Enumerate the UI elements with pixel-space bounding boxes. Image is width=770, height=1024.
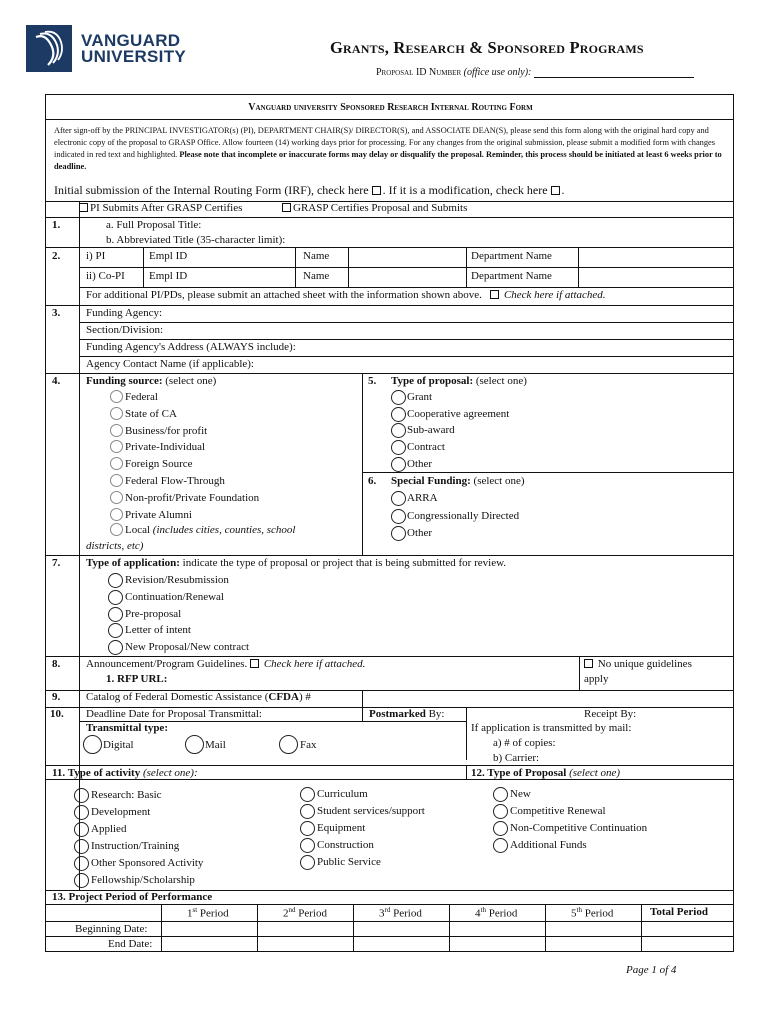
proposal-type-option: Cooperative agreement (407, 407, 510, 420)
funding-source-option: Business/for profit (125, 424, 208, 437)
grasp-certifies-option[interactable]: GRASP Certifies Proposal and Submits (282, 202, 467, 214)
proposal-id-line[interactable] (534, 68, 694, 78)
digital-option: Digital (103, 739, 134, 751)
activity-option: Applied (91, 823, 127, 835)
section-10-number: 10. (50, 708, 64, 720)
proposal-type-heading: Type of proposal: (select one) (391, 375, 527, 387)
funding-agency-label: Funding Agency: (86, 307, 163, 319)
proposal-type-radio[interactable] (391, 423, 406, 438)
section-9-number: 9. (52, 691, 61, 703)
special-funding-radio[interactable] (391, 491, 406, 506)
section-4-number: 4. (52, 375, 61, 387)
activity-radio[interactable] (74, 805, 89, 820)
beginning-date-label: Beginning Date: (75, 923, 148, 935)
funding-source-radio[interactable] (110, 491, 123, 504)
proposal-id-field: Proposal ID Number (office use only): (376, 67, 694, 78)
proposal-kind-radio[interactable] (493, 787, 508, 802)
activity-radio[interactable] (74, 788, 89, 803)
funding-source-radio[interactable] (110, 390, 123, 403)
abbrev-title-label: b. Abbreviated Title (35-character limit): (106, 234, 286, 246)
proposal-type-option: Other (407, 457, 433, 470)
section-3-number: 3. (52, 307, 61, 319)
proposal-type-radio[interactable] (391, 407, 406, 422)
funding-source-radio[interactable] (110, 474, 123, 487)
page-title: Grants, Research & Sponsored Programs (330, 38, 644, 57)
period-header: 2nd Period (283, 906, 327, 920)
full-title-label: a. Full Proposal Title: (106, 219, 202, 231)
application-type-option: New Proposal/New contract (125, 641, 250, 654)
application-type-radio[interactable] (108, 640, 123, 655)
copies-label: a) # of copies: (493, 737, 556, 749)
routing-form (45, 94, 734, 952)
copi-name[interactable]: Name (303, 270, 330, 282)
proposal-kind-radio[interactable] (493, 838, 508, 853)
proposal-kind-option: Non-Competitive Continuation (510, 822, 648, 834)
period-header: 5th Period (571, 906, 614, 920)
section-1-number: 1. (52, 219, 61, 231)
activity-radio[interactable] (300, 787, 315, 802)
activity-option: Equipment (317, 822, 366, 834)
local-note: districts, etc) (86, 540, 144, 552)
activity-option: Student services/support (317, 805, 425, 817)
pi-empl-id[interactable]: Empl ID (149, 250, 188, 262)
proposal-type-radio[interactable] (391, 440, 406, 455)
funding-source-option: Federal Flow-Through (125, 475, 225, 487)
section-2-number: 2. (52, 250, 61, 262)
special-funding-radio[interactable] (391, 509, 406, 524)
activity-radio[interactable] (300, 821, 315, 836)
modification-checkbox[interactable] (551, 186, 560, 195)
activity-option: Construction (317, 839, 374, 851)
total-period-header: Total Period (650, 906, 708, 918)
form-instructions: After sign-off by the PRINCIPAL INVESTIGATOR(s) (PI), DEPARTMENT CHAIR(S)/ DIRECTOR(S), and ASSOCIATE DEAN(S), please send this form along with the original hard copy and electronic copy of the proposal to GRASP Office. Allow fourteen (14) working days prior for processing. For any changes from the original submission, please submit a modified form with changes indicated in red text and highlighted. Please note that incomplete or inaccurate forms may delay or disqualify the proposal. Reminder, this process should be initiated at least 6 weeks prior to deadline. (54, 126, 722, 171)
special-funding-option: Other (407, 527, 433, 539)
mail-option: Mail (205, 739, 226, 751)
initial-submission-line: Initial submission of the Internal Routing Form (IRF), check here . If it is a modification, check here . (54, 183, 565, 197)
activity-option: Public Service (317, 856, 381, 868)
application-type-radio[interactable] (108, 573, 123, 588)
special-funding-option: Congressionally Directed (407, 509, 520, 522)
section-13-heading: 13. Project Period of Performance (52, 891, 213, 903)
page-number: Page 1 of 4 (626, 964, 677, 976)
agency-contact-label: Agency Contact Name (if applicable): (86, 358, 254, 370)
proposal-type-option: Grant (407, 391, 433, 403)
section-7-number: 7. (52, 557, 61, 569)
funding-source-radio[interactable] (110, 424, 123, 437)
rfp-url-label: 1. RFP URL: (106, 673, 168, 685)
end-date-label: End Date: (108, 938, 153, 950)
mail-radio[interactable] (185, 735, 204, 754)
activity-radio[interactable] (74, 856, 89, 871)
funding-source-option: Non-profit/Private Foundation (125, 491, 260, 504)
additional-pi-note: For additional PI/PDs, please submit an attached sheet with the information shown above. Check here if attached. (86, 289, 606, 301)
deadline-label: Deadline Date for Proposal Transmittal: (86, 708, 262, 720)
cfda-label: Catalog of Federal Domestic Assistance (CFDA) # (86, 691, 311, 703)
section-12-heading: 12. Type of Proposal (select one) (471, 767, 621, 779)
funding-source-heading: Funding source: (select one) (86, 375, 217, 387)
local-option: Local (includes cities, counties, school (125, 524, 296, 536)
initial-checkbox[interactable] (372, 186, 381, 195)
pi-submits-option[interactable]: PI Submits After GRASP Certifies (79, 202, 242, 214)
activity-option: Fellowship/Scholarship (91, 874, 195, 886)
funding-source-radio[interactable] (110, 457, 123, 470)
no-guidelines-option[interactable]: No unique guidelines (584, 658, 692, 670)
announcement-line: Announcement/Program Guidelines. Check here if attached. (86, 658, 366, 670)
activity-radio[interactable] (300, 855, 315, 870)
vanguard-logo-icon (26, 25, 72, 72)
fax-option: Fax (300, 739, 317, 751)
activity-radio[interactable] (300, 838, 315, 853)
activity-option: Development (91, 806, 151, 818)
activity-option: Other Sponsored Activity (91, 857, 204, 869)
postmarked-label: Postmarked By: (369, 708, 445, 720)
funding-source-option: Private-Individual (125, 441, 206, 454)
special-funding-option: ARRA (407, 492, 438, 504)
proposal-type-option: Sub-award (407, 424, 455, 437)
application-type-radio[interactable] (108, 623, 123, 638)
application-type-option: Continuation/Renewal (125, 590, 224, 603)
funding-address-label: Funding Agency's Address (ALWAYS include): (86, 341, 296, 353)
copi-label: ii) Co-PI (86, 270, 125, 282)
copi-empl-id[interactable]: Empl ID (149, 270, 188, 282)
section-11-heading: 11. Type of activity (select one): (52, 767, 198, 779)
funding-source-option: State of CA (125, 407, 177, 420)
application-type-option: Revision/Resubmission (125, 574, 229, 586)
funding-source-radio[interactable] (110, 407, 123, 420)
proposal-kind-radio[interactable] (493, 804, 508, 819)
activity-radio[interactable] (74, 873, 89, 888)
section-division-label: Section/Division: (86, 324, 163, 336)
proposal-type-radio[interactable] (391, 390, 406, 405)
proposal-type-radio[interactable] (391, 457, 406, 472)
application-type-heading: Type of application: indicate the type of proposal or project that is being submitted for review. (86, 557, 507, 569)
funding-source-option: Foreign Source (125, 458, 193, 471)
local-radio[interactable] (110, 523, 123, 536)
copi-department[interactable]: Department Name (471, 270, 552, 282)
section-6-number: 6. (368, 475, 377, 487)
funding-source-option: Federal (125, 391, 158, 403)
proposal-kind-option: New (510, 788, 531, 800)
funding-source-radio[interactable] (110, 440, 123, 453)
activity-radio[interactable] (74, 839, 89, 854)
if-mail-label: If application is transmitted by mail: (471, 722, 632, 734)
activity-option: Instruction/Training (91, 840, 180, 852)
activity-radio[interactable] (300, 804, 315, 819)
receipt-by-label: Receipt By: (584, 708, 637, 720)
fax-radio[interactable] (279, 735, 298, 754)
period-header: 1st Period (187, 906, 229, 920)
guidelines-attached-checkbox[interactable] (250, 659, 259, 668)
section-5-number: 5. (368, 375, 377, 387)
pi-department[interactable]: Department Name (471, 250, 552, 262)
special-funding-radio[interactable] (391, 526, 406, 541)
application-type-option: Pre-proposal (125, 607, 182, 620)
section-8-number: 8. (52, 658, 61, 670)
transmittal-type-label: Transmittal type: (86, 722, 168, 734)
application-type-option: Letter of intent (125, 624, 191, 637)
funding-source-radio[interactable] (110, 508, 123, 521)
activity-radio[interactable] (74, 822, 89, 837)
no-guidelines-apply: apply (584, 673, 609, 685)
proposal-kind-option: Additional Funds (510, 839, 587, 851)
carrier-label: b) Carrier: (493, 752, 540, 764)
activity-option: Curriculum (317, 788, 368, 800)
proposal-type-option: Contract (407, 441, 445, 454)
special-funding-heading: Special Funding: (select one) (391, 475, 525, 487)
attached-checkbox[interactable] (490, 290, 499, 299)
funding-source-option: Private Alumni (125, 508, 192, 521)
logo-wordmark: VANGUARD UNIVERSITY (81, 31, 187, 66)
activity-option: Research: Basic (91, 789, 162, 801)
pi-label: i) PI (86, 250, 106, 262)
proposal-kind-radio[interactable] (493, 821, 508, 836)
application-type-radio[interactable] (108, 590, 123, 605)
proposal-kind-option: Competitive Renewal (510, 805, 606, 817)
period-header: 4th Period (475, 906, 518, 920)
pi-name[interactable]: Name (303, 250, 330, 262)
period-header: 3rd Period (379, 906, 422, 920)
form-title: Vanguard university Sponsored Research Internal Routing Form (248, 102, 533, 113)
application-type-radio[interactable] (108, 607, 123, 622)
digital-radio[interactable] (83, 735, 102, 754)
